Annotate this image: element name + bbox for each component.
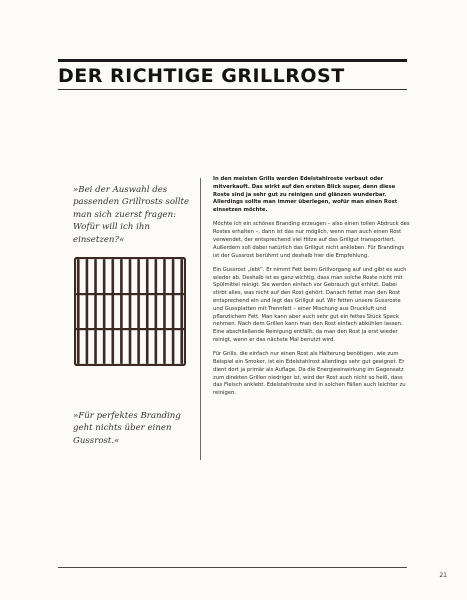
pull-quote-2: »Für perfektes Branding geht nichts über einen Gussrost.« xyxy=(73,411,181,446)
grill-grate-image xyxy=(74,257,186,366)
page-number: 21 xyxy=(439,572,447,579)
body-paragraph-1: Möchte ich ein schönes Branding erzeugen – also einen tollen Abdruck des Rostes erhalten –, dann ist das nur möglich, wenn man auch einen Rost verwendet, der entsprechend viel Hitze auf das Grillgut transportiert. Außerdem soll dabei natürlich das Grillgut nicht ankleben. Für Brandings ist der Gussrost berühmt und deshalb hier die Empfehlung. xyxy=(213,221,410,259)
grate-bar xyxy=(94,259,97,364)
grate-bar xyxy=(163,259,166,364)
top-rule xyxy=(58,59,407,62)
page-title: DER RICHTIGE GRILLROST xyxy=(58,65,345,87)
footer-rule xyxy=(58,567,407,568)
grate-bar xyxy=(137,259,140,364)
grate-bar xyxy=(86,259,89,364)
grate-bar xyxy=(180,259,183,364)
grate-bar xyxy=(146,259,149,364)
body-text-column xyxy=(213,176,411,404)
body-paragraph-2: Ein Gussrost „lebt“. Er nimmt Fett beim Grillvorgang auf und gibt es auch wieder ab. Deshalb ist es ganz wichtig, dass man solche Roste nicht mit Spülmittel reinigt. Sie werden einfach vor Gebrauch gut erhitzt. Dabei stirbt alles, was nicht auf den Rost gehört. Danach fettet man den Rost entsprechend ein und legt das Grillgut auf. Wir fetten unsere Gussroste und Gussplatten mit Trennfett – einer Mischung aus Druckluft und pflanzlichem Fett. Man kann aber auch sehr gut ein fettes Stück Speck nehmen. Nach dem Grillen kann man den Rost einfach abkühlen lassen. Eine abschließende Reinigung entfällt, da man den Rost ja erst wieder reinigt, wenn er das nächste Mal benutzt wird. xyxy=(213,266,407,343)
grate-bar xyxy=(172,259,175,364)
grate-bar xyxy=(120,259,123,364)
grate-bar xyxy=(111,259,114,364)
column-divider xyxy=(200,178,201,460)
body-paragraph-3: Für Grills, die einfach nur einen Rost als Halterung benötigen, wie zum Beispiel ein Smoker, ist ein Edelstahlrost allerdings sehr gut geeignet. Er dient dort ja primär als Auflage. Da die Energieeinwirkung im Gegensatz zum direkten Grillen niedriger ist, wird der Rost auch nicht so heiß, dass das Fleisch anklebt. Edelstahlroste sind in solchen Fällen auch leichter zu reinigen. xyxy=(213,351,406,397)
grate-bar xyxy=(155,259,158,364)
grate-bar xyxy=(77,259,80,364)
title-underline xyxy=(58,89,407,90)
lead-paragraph: In den meisten Grills werden Edelstahlroste verbaut oder mitverkauft. Das wirkt auf den ersten Blick super, denn diese Roste sind ja sehr gut zu reinigen und glänzen wunderbar. Allerdings sollte man immer überlegen, wofür man einen Rost einsetzen möchte. xyxy=(213,176,398,214)
grate-bar xyxy=(103,259,106,364)
pull-quote-1: »Bei der Auswahl des passenden Grillrosts sollte man sich zuerst fragen: Wofür will ich ihn einsetzen?« xyxy=(73,185,190,245)
grate-bar xyxy=(129,259,132,364)
